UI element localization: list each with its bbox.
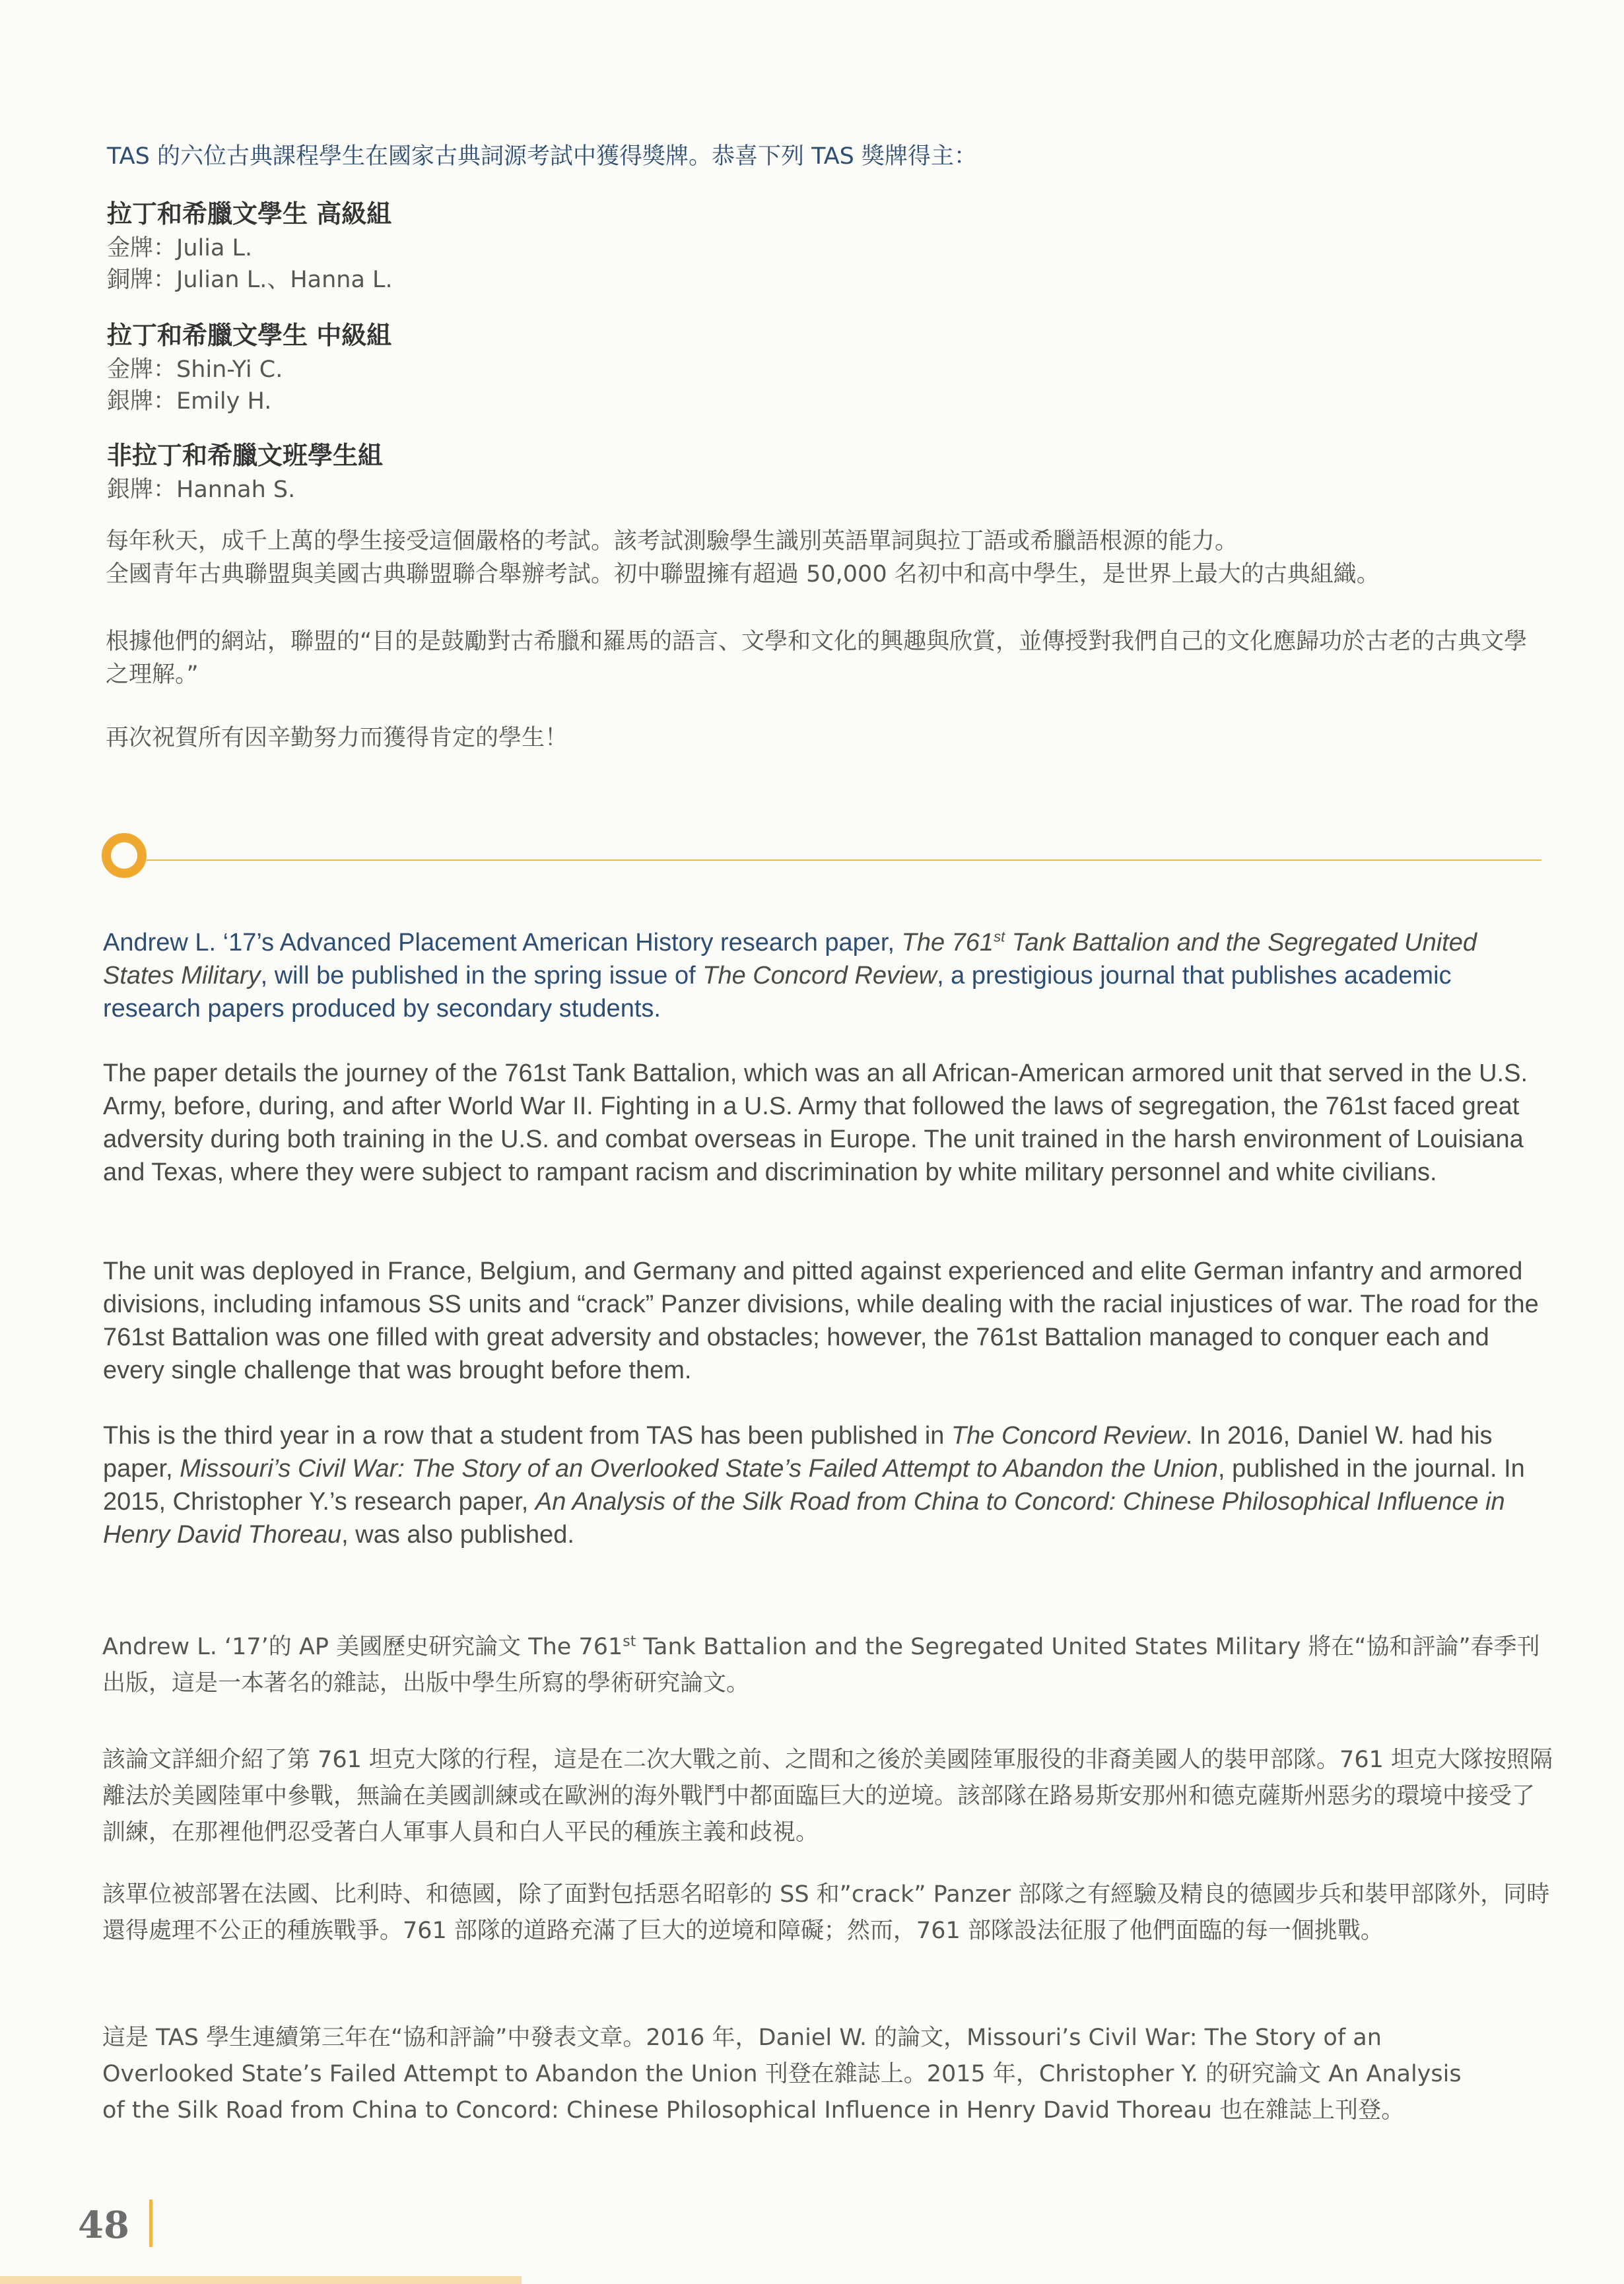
awards-paragraph-1: [106, 525, 1551, 591]
award-group-intermediate: [107, 317, 1427, 417]
article-en-paragraph-3: The unit was deployed in France, Belgium, and Germany and pitted against experienced and elite German infantry and armored divisions, including infamous SS units and “crack” Panzer divisions, while dealing with the racial injustices of war. The road for the 761st Battalion was one filled with great adversity and obstacles; however, the 761st Battalion managed to conquer each and every single challenge that was brought before them.: [103, 1258, 1539, 1384]
text-run: Tank Battalion and the Segregated United States Military 將在“協和評論”春季刊出版，這是一本著名的雜誌，出版中學生所寫的學術研究論文。: [102, 1634, 1540, 1696]
text-run: , will be published in the spring issue of: [260, 962, 703, 990]
section-divider-ring: [102, 833, 147, 878]
text-run: . In 2016, Daniel W. had his paper,: [103, 1422, 1493, 1483]
section-divider-line: [147, 859, 1541, 861]
article-zh-paragraph-4-line-2: Overlooked State’s Failed Attempt to Abandon the Union 刊登在雜誌上。2015 年，Christopher Y. 的研究論文 An Analysis: [102, 2061, 1462, 2087]
text-run: The 761: [901, 929, 994, 957]
text-run: Andrew L. ‘17’s Advanced Placement American History research paper,: [103, 929, 902, 957]
awards-paragraph-1-line-1: 每年秋天，成千上萬的學生接受這個嚴格的考試。該考試測驗學生識別英語單詞與拉丁語或希臘語根源的能力。: [106, 528, 1238, 554]
bottom-decorative-band: [0, 2276, 522, 2284]
superscript: st: [623, 1633, 636, 1650]
awards-paragraph-1-line-2: 全國青年古典聯盟與美國古典聯盟聯合舉辦考試。初中聯盟擁有超過 50,000 名初中和高中學生，是世界上最大的古典組織。: [106, 561, 1380, 588]
article-en-paragraph-2: The paper details the journey of the 761st Tank Battalion, which was an all African-American armored unit that served in the U.S. Army, before, during, and after World War II. Fighting in a U.S. Army that followed the laws of segregation, the 761st faced great adversity during both training in the U.S. and combat overseas in Europe. The unit trained in the harsh environment of Louisiana and Texas, where they were subject to rampant racism and discrimination by white military personnel and white civilians.: [103, 1059, 1528, 1186]
medal-line: 金牌：Julia L.: [107, 235, 253, 261]
awards-paragraph-3: 再次祝賀所有因辛勤努力而獲得肯定的學生！: [106, 725, 568, 751]
medal-line: 銀牌：Hannah S.: [107, 477, 296, 503]
page-number-bar: [149, 2200, 152, 2247]
awards-intro: TAS 的六位古典課程學生在國家古典詞源考試中獲得獎牌。恭喜下列 TAS 獎牌得主：: [107, 143, 978, 170]
journal-title: The Concord Review: [702, 962, 937, 990]
award-group-advanced: [107, 195, 1427, 296]
journal-title: The Concord Review: [951, 1422, 1186, 1450]
text-run: Tank Battalion and the Segregated United States Military: [103, 929, 1477, 990]
awards-paragraph-2: 根據他們的網站，聯盟的“目的是鼓勵對古希臘和羅馬的語言、文學和文化的興趣與欣賞，並傳授對我們自己的文化應歸功於古老的古典文學之理解。”: [106, 628, 1528, 688]
article-en-paragraph-4: [103, 1419, 1553, 1551]
article-zh-paragraph-4-line-1: 這是 TAS 學生連續第三年在“協和評論”中發表文章。2016 年，Daniel W. 的論文，Missouri’s Civil War: The Story of an: [102, 2025, 1382, 2051]
page-number: 48: [78, 2203, 129, 2247]
award-group-title: 拉丁和希臘文學生 高級組: [107, 199, 392, 228]
article-zh-paragraph-2: 該論文詳細介紹了第 761 坦克大隊的行程，這是在二次大戰之前、之間和之後於美國陸軍服役的非裔美國人的裝甲部隊。761 坦克大隊按照隔離法於美國陸軍中參戰，無論在美國訓練或在歐洲的海外戰鬥中都面臨巨大的逆境。該部隊在路易斯安那州和德克薩斯州惡劣的環境中接受了訓練，在那裡他們忍受著白人軍事人員和白人平民的種族主義和歧視。: [102, 1747, 1553, 1846]
medal-line: 銀牌：Emily H.: [107, 388, 272, 415]
medal-line: 銅牌：Julian L.、Hanna L.: [107, 267, 393, 293]
text-run: , was also published.: [341, 1521, 574, 1549]
article-zh-paragraph-4-line-3: of the Silk Road from China to Concord: Chinese Philosophical Influence in Henry David Thoreau 也在雜誌上刊登。: [102, 2097, 1405, 2124]
superscript: st: [994, 928, 1005, 945]
paper-title: An Analysis of the Silk Road from China to Concord: Chinese Philosophical Influence in Henry David Thoreau: [103, 1488, 1505, 1549]
text-run: , published in the journal. In 2015, Christopher Y.’s research paper,: [103, 1455, 1525, 1516]
medal-line: 金牌：Shin-Yi C.: [107, 356, 283, 383]
article-zh-paragraph-4: [102, 2020, 1555, 2129]
article-en-paragraph-1: [103, 926, 1553, 1025]
article-zh-paragraph-1: [102, 1629, 1555, 1702]
paper-title: Missouri’s Civil War: The Story of an Overlooked State’s Failed Attempt to Abandon the Union: [180, 1455, 1219, 1483]
text-run: Andrew L. ‘17’的 AP 美國歷史研究論文 The 761: [102, 1634, 623, 1660]
award-group-non-latin: [107, 437, 1427, 506]
award-group-title: 非拉丁和希臘文班學生組: [107, 441, 384, 470]
text-run: , a prestigious journal that publishes academic research papers produced by secondary students.: [103, 962, 1452, 1023]
article-zh-paragraph-3: 該單位被部署在法國、比利時、和德國，除了面對包括惡名昭彰的 SS 和”crack” Panzer 部隊之有經驗及精良的德國步兵和裝甲部隊外，同時還得處理不公正的種族戰爭。761 部隊的道路充滿了巨大的逆境和障礙；然而，761 部隊設法征服了他們面臨的每一個挑戰。: [102, 1881, 1550, 1944]
award-group-title: 拉丁和希臘文學生 中級組: [107, 321, 392, 350]
text-run: This is the third year in a row that a student from TAS has been published in: [103, 1422, 951, 1450]
